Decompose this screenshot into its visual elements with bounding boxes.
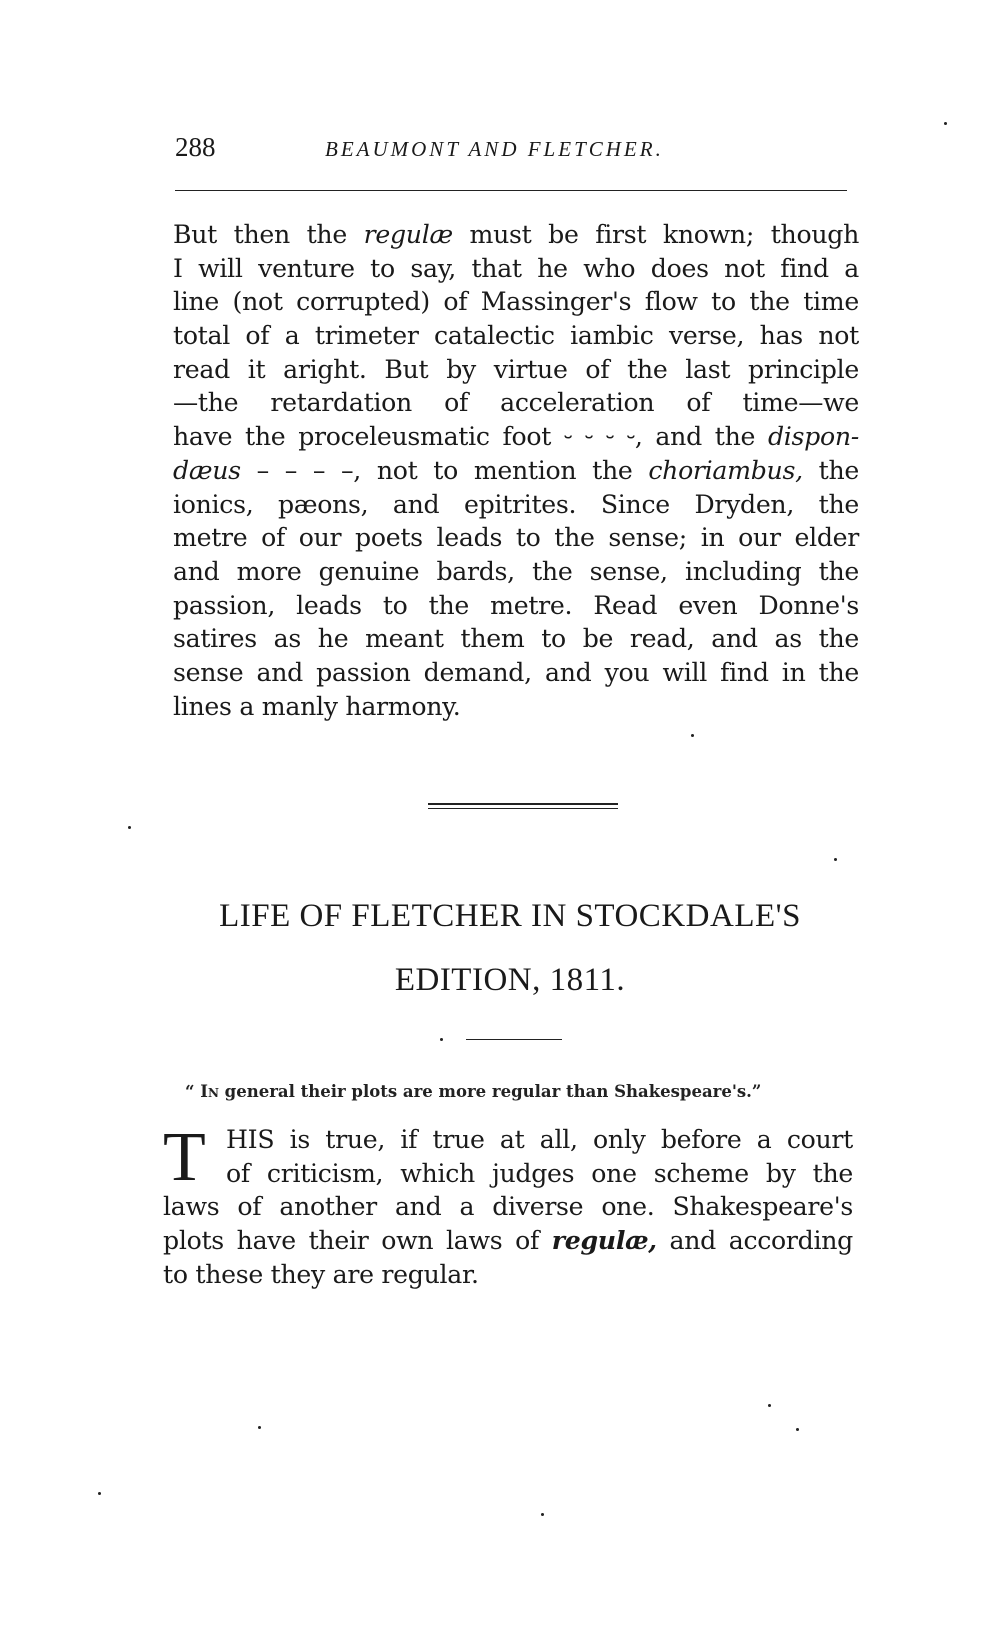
- text-line: passion, leads to the metre. Read even Donne's: [173, 590, 859, 620]
- italic-term: dispon-: [767, 422, 859, 452]
- text-line: have the proceleusmatic foot ⏑ ⏑ ⏑ ⏑, and the dispon-: [173, 422, 859, 452]
- heading-rule: [466, 1039, 562, 1040]
- paragraph-plots: [163, 1119, 853, 1291]
- drop-cap: T: [163, 1119, 206, 1196]
- print-speck: [834, 858, 837, 861]
- header-rule: [175, 190, 847, 191]
- print-speck: [691, 734, 694, 737]
- print-speck: [128, 826, 131, 829]
- text-line: laws of another and a diverse one. Shakespeare's: [163, 1192, 853, 1222]
- text-line: satires as he meant them to be read, and as the: [173, 624, 859, 654]
- section-heading: LIFE OF FLETCHER IN STOCKDALE'S: [219, 898, 801, 934]
- italic-term: regulæ: [363, 220, 453, 249]
- epigraph: “ In general their plots are more regular than Shakespeare's.”: [185, 1082, 762, 1101]
- text-line: to these they are regular.: [163, 1259, 479, 1289]
- ornament-dot: [440, 1038, 443, 1041]
- text-line: metre of our poets leads to the sense; in our elder: [173, 523, 859, 553]
- text-line: and more genuine bards, the sense, including the: [173, 556, 859, 586]
- page-number: 288: [175, 132, 216, 162]
- text-line: sense and passion demand, and you will find in the: [173, 657, 859, 687]
- print-speck: [796, 1428, 799, 1431]
- italic-term: regulæ,: [551, 1225, 657, 1256]
- section-divider: [428, 808, 618, 809]
- running-head: [175, 132, 855, 172]
- italic-term: dæus: [173, 455, 241, 485]
- text-line: lines a manly harmony.: [173, 691, 461, 721]
- paragraph-metre: [173, 218, 859, 723]
- section-divider: [428, 803, 618, 805]
- epigraph-first-word: In: [200, 1082, 219, 1101]
- running-title: BEAUMONT AND FLETCHER.: [325, 137, 664, 161]
- text-line: ionics, pæons, and epitrites. Since Dryden, the: [173, 489, 859, 519]
- text-line: But then the regulæ must be first known; though: [173, 220, 859, 249]
- text-line: plots have their own laws of regulæ, and according: [163, 1225, 853, 1256]
- text-line: HIS is true, if true at all, only before a court: [226, 1125, 853, 1154]
- text-line: total of a trimeter catalectic iambic verse, has not: [173, 321, 859, 351]
- text-line: of criticism, which judges one scheme by the: [226, 1158, 853, 1188]
- print-speck: [98, 1492, 101, 1495]
- section-heading: EDITION, 1811.: [394, 962, 626, 998]
- text-line: —the retardation of acceleration of time—we: [173, 388, 859, 418]
- print-speck: [258, 1426, 261, 1429]
- print-speck: [944, 122, 947, 125]
- italic-term: choriambus,: [648, 455, 803, 485]
- print-speck: [768, 1404, 771, 1407]
- text-line: line (not corrupted) of Massinger's flow to the time: [173, 287, 859, 317]
- text-line: I will venture to say, that he who does not find a: [173, 253, 859, 283]
- text-line: read it aright. But by virtue of the last principle: [173, 354, 859, 384]
- print-speck: [541, 1513, 544, 1516]
- text-line: dæus – – – –, not to mention the choriambus, the: [173, 455, 860, 485]
